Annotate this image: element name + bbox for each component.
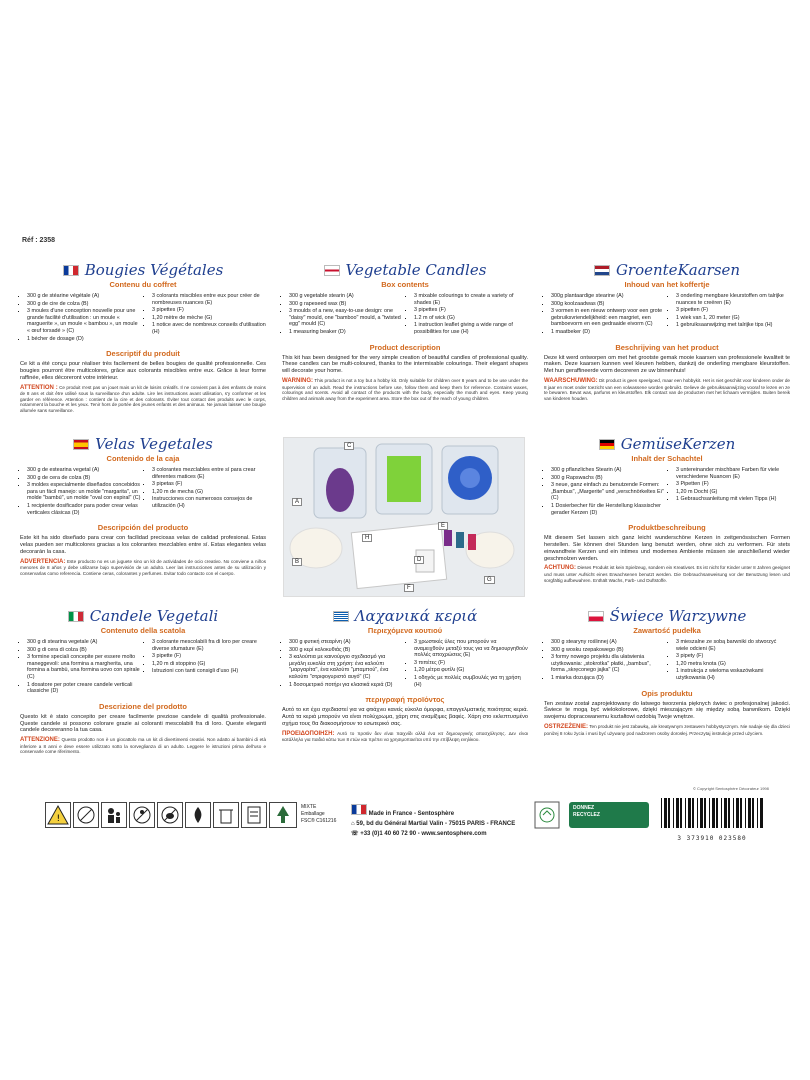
section-de — [544, 434, 790, 583]
flag-it-icon — [68, 611, 84, 622]
description-text: Deze kit werd ontworpen om met het grootste gemak mooie kaarsen van professionele kwaliteit te maken. Deze kaarsen kunnen veel kleuren hebben, dankzij de onderling mengbare kleurstoffen. Met hun geraffineerde vorm decoreren ze uw binnenhuis! — [544, 354, 790, 375]
content-item: ▪ 3 pipette (F) — [152, 653, 266, 660]
barcode-bar — [680, 798, 682, 828]
product-photo — [283, 437, 525, 597]
content-item: ▪ 300 g de cire de colza (B) — [27, 301, 141, 308]
section-title-row — [20, 434, 266, 454]
svg-text:!: ! — [56, 814, 61, 824]
content-item: ▪ 3 καλούπια με καινούργιο σχεδιασμό για μεγάλη ευκολία στη χρήση: ένα καλούπι "μαργαρίτα", ένα καλούπι "μπαμπού", ένα καλούπι "στριφογυριστό αυγό" (C) — [289, 654, 403, 680]
warning-label: ATTENTION : — [20, 384, 58, 391]
content-item: ▪ 3 pipettes (F) — [414, 307, 528, 314]
section-title: Vegetable Candles — [345, 261, 487, 279]
content-item: ▪ 1 Gebrauchsanleitung mit vielen Tipps (H) — [676, 496, 790, 503]
section-title-row — [20, 260, 266, 280]
barcode-bar — [692, 798, 694, 828]
content-item: ▪ 3 untereinander mischbare Farben für viele verschiedene Nuancen (E) — [676, 467, 790, 480]
description-text: Mit diesem Set lassen sich ganz leicht wunderschöne Kerzen in zeitgenössischen Formen herstellen. Sie können drei Stunden lang benutzt werden, ohne sich zu verformen. Für stets einwandfreie Kerzen und ein intimes und modernes Ambiente müssen sie anschließend wieder geschmolzen werden. — [544, 535, 790, 562]
warning-text — [20, 559, 266, 577]
content-item: ▪ 3 neue, ganz einfach zu benutzende Formen: „Bambus", „Margerite" und „verschnörkeltes Ei" (C) — [551, 482, 665, 502]
warning-text — [282, 378, 528, 401]
warning-label: ATTENZIONE: — [20, 737, 60, 744]
warning-text — [282, 731, 528, 743]
barcode-bar — [661, 798, 662, 828]
warning-label: ADVERTENCIA: — [20, 558, 66, 565]
content-item: ▪ 1 instrukcja z wieloma wskazówkami użytkowania (H) — [676, 668, 790, 681]
section-fr — [20, 260, 266, 414]
fsc-embal: Emballage — [301, 811, 325, 817]
contents-list-left — [544, 293, 665, 337]
description-text: This kit has been designed for the very simple creation of beautiful candles of professional quality. These candles can be multi-coloured, thanks to the intermixable colourings. Their elegant shapes will decorate your home. — [282, 354, 528, 375]
flag-nl-icon — [594, 265, 610, 276]
photo-label: F — [404, 584, 414, 592]
section-title-row — [282, 260, 528, 280]
contents-list — [20, 467, 266, 517]
barcode-bar — [760, 798, 763, 828]
section-title-row — [282, 606, 528, 626]
photo-label: G — [484, 576, 495, 584]
content-item: ▪ 3 moules d'une conception nouvelle pour une grande facilité d'utilisation : un moule « marguerite », un moule « bambou », un moule « œuf torsadé » (C) — [27, 308, 141, 334]
content-item: ▪ 1 measuring beaker (D) — [289, 329, 403, 336]
flag-de-icon — [599, 439, 615, 450]
description-heading: Descripción del producto — [97, 523, 189, 533]
warning-text — [544, 724, 790, 736]
fsc-logo-icon — [269, 802, 297, 828]
warning-text — [20, 737, 266, 755]
contents-list-left — [20, 467, 141, 517]
section-title: Λαχανικά κεριά — [354, 607, 478, 625]
content-item: ▪ 3 Pipetten (F) — [676, 481, 790, 488]
photo-label: B — [292, 558, 302, 566]
content-item: ▪ 1,20 m Docht (G) — [676, 489, 790, 496]
warning-body: Ten produkt nie jest zabawką, ale kreatywnym zestawem hobbystycznym. Nie nadaje się dla dzieci poniżej 8 roku życia i musi być używany pod nadzorem osoby dorosłej. Przeczytaj instrukcje przed użyciem. — [544, 723, 790, 736]
barcode-digits: 3 373910 023580 — [677, 835, 747, 842]
content-item: ▪ Instrucciones con numerosos consejos de utilización (H) — [152, 496, 266, 509]
section-es — [20, 434, 266, 576]
contents-list-left — [544, 467, 665, 517]
contents-list-right — [145, 639, 266, 696]
content-item: ▪ 3 moldes especialmente diseñados concebidos para un fácil manejo: un molde "margarita", un molde "bambú", un molde "oval con espiral" (C) — [27, 482, 141, 502]
content-item: ▪ 3 colorantes mezclables entre sí para crear diferentes matices (E) — [152, 467, 266, 480]
content-item: ▪ 1 δοσομετρικό ποτήρι για κλασικά κεριά (D) — [289, 682, 403, 689]
description-heading: Descrizione del prodotto — [99, 701, 187, 711]
contents-list — [282, 293, 528, 337]
content-item: ▪ 1 miarka dozująca (D) — [551, 675, 665, 682]
barcode-bar — [728, 798, 730, 828]
contents-list-left — [20, 293, 141, 343]
recycling-bin-icon — [213, 802, 239, 828]
barcode-bar — [721, 798, 722, 828]
content-item: ▪ 1 Dosierbecher für die Herstellung klassischer gerader Kerzen (D) — [551, 503, 665, 516]
contents-list-right — [145, 467, 266, 517]
warning-body: Dieses Produkt ist kein Spielzeug, sondern ein Kreativset. Es ist nicht für Kinder unter 8 Jahren geeignet und muss unter Aufsicht eines Erwachsenen benutzt werden. Die Gebrauchsanweisung vor der Benutzung lesen und sorgfältig aufbewahren. Enthält Wachs, Farb- und Duftstoffe. — [544, 565, 790, 583]
content-item: ▪ 3 χρωστικές ύλες που μπορούν να αναμειχθούν μεταξύ τους για να δημιουργηθούν πολλές αποχρώσεις (E) — [414, 639, 528, 659]
fsc-mixte: MIXTE — [301, 804, 317, 810]
barcode-bar — [673, 798, 674, 828]
description-text: Questo kit è stato concepito per creare facilmente preziose candele di qualità professionale. Queste candele si possono colorare grazie ai coloranti mescolabili fra di loro. Queste eleganti candele decoreranno la tua casa. — [20, 713, 266, 734]
content-item: ▪ 300 g de cera de colza (B) — [27, 475, 141, 482]
content-item: ▪ 3 pipety (F) — [676, 653, 790, 660]
content-item: ▪ 1,20 mètre de mèche (G) — [152, 315, 266, 322]
contents-list — [20, 293, 266, 343]
flag-pl-icon — [588, 611, 604, 622]
barcode-bar — [757, 798, 758, 828]
content-item: ▪ 3 moulds of a new, easy-to-use design: one "daisy" mould, one "bamboo" mould, a "twisted egg" mould (C) — [289, 308, 403, 328]
section-title: GemüseKerzen — [620, 435, 736, 453]
content-item: ▪ 300 g de estearina vegetal (A) — [27, 467, 141, 474]
section-title-row — [20, 606, 266, 626]
section-it — [20, 606, 266, 755]
flag-fr-icon — [63, 265, 79, 276]
section-title: Velas Vegetales — [95, 435, 213, 453]
content-item: ▪ 3 colorante mescolabili fra di loro per creare diverse sfumature (E) — [152, 639, 266, 652]
warning-body: Questo prodotto non è un giocattolo ma un kit di divertimenti creativi. Non adatto ai bambini di età inferiore a 8 anni e deve essere utilizzato sotto la sorveglianza di un adulto. Leggere le istruzioni prima dell'uso e conservarle come riferimento. — [20, 737, 267, 755]
description-heading: Opis produktu — [641, 688, 693, 698]
contents-heading: Zawartość pudełka — [633, 626, 701, 635]
contents-heading: Περιεχόμενα κουτιού — [367, 626, 443, 635]
instructions-icon — [241, 802, 267, 828]
section-title-row — [544, 260, 790, 280]
barcode-bar — [709, 798, 710, 828]
section-title-row — [544, 434, 790, 454]
content-item: ▪ 300 g vegetable stearin (A) — [289, 293, 403, 300]
description-text: Ce kit a été conçu pour réaliser très facilement de belles bougies de qualité professionnelle. Ces bougies pourront être multicolores, grâce aux colorants miscibles entre eux. Grâce à leur forme raffinée, elles décoreront votre intérieur. — [20, 361, 266, 381]
phone-icon: ☏ — [351, 831, 359, 837]
content-item: ▪ 1,20 μέτρα φυτίλι (G) — [414, 667, 528, 674]
section-nl — [544, 260, 790, 401]
contents-heading: Contenu du coffret — [109, 280, 177, 289]
footer — [45, 798, 765, 840]
content-item: ▪ 300 g stearyny roślinnej (A) — [551, 639, 665, 646]
content-item: ▪ 1 gebruiksaanwijzing met talrijke tips (H) — [676, 322, 790, 329]
section-title-row — [544, 606, 790, 626]
warning-text — [20, 385, 266, 414]
barcode-bar — [736, 798, 739, 828]
photo-label: D — [414, 556, 424, 564]
content-item: ▪ Istruzioni con tanti consigli d'uso (H) — [152, 668, 266, 675]
contents-list-left — [282, 293, 403, 337]
warning-body: This product is not a toy but a hobby kit. Only suitable for children over 8 years and to be use under the supervision of an adult. Read the instructions before use, follow them and keep them for reference. Contains waxes, colourings and scents. Avoid all contact of the products with the body, especially the mouth and eyes. Keep young children and animals away from the experiment area. Store the box out of the reach of young children. — [282, 377, 528, 401]
contents-list — [544, 467, 790, 517]
content-item: ▪ 3 mixable colourings to create a variety of shades (E) — [414, 293, 528, 306]
content-item: ▪ 1.2 m of wick (G) — [414, 315, 528, 322]
description-heading: περιγραφή προϊόντος — [365, 695, 445, 705]
content-item: ▪ 300 g de stéarine végétale (A) — [27, 293, 141, 300]
description-heading: Product description — [369, 342, 441, 352]
content-item: ▪ 300 g Rapswachs (B) — [551, 475, 665, 482]
barcode-bar — [668, 798, 670, 828]
warning-text — [544, 565, 790, 583]
flag-en-icon — [324, 265, 340, 276]
content-item: ▪ 3 formy nowego projektu dla ułatwienia użytkowania: „stokrotka" płatki, „bambus", forma „skręconego jajka" (C) — [551, 654, 665, 674]
content-item: ▪ 3 mieszalne ze sobą barwniki do stworzyć wiele odcieni (E) — [676, 639, 790, 652]
content-item: ▪ 300 g pflanzliches Stearin (A) — [551, 467, 665, 474]
contents-list-left — [20, 639, 141, 696]
section-pl — [544, 606, 790, 736]
description-text: Ten zestaw został zaprojektowany do łatwego tworzenia pięknych świec o profesjonalnej jakości. Świece te mogą być wielokolorowe, dzięki mieszającym się między sobą barwnikom. Dzięki swojemu dopracowanemu kształtowi ozdobią Twoje wnętrze. — [544, 700, 790, 721]
contents-heading: Box contents — [381, 280, 429, 289]
content-item: ▪ 3 pipettes (F) — [152, 307, 266, 314]
contents-list-left — [544, 639, 665, 683]
content-item: ▪ 300 g rapeseed wax (B) — [289, 301, 403, 308]
barcode-bar — [704, 798, 706, 828]
phone-web: +33 (0)1 40 60 72 90 - www.sentosphere.com — [360, 831, 487, 837]
content-item: ▪ 300 g φυτική στεαρίνη (A) — [289, 639, 403, 646]
fsc-label — [301, 804, 336, 825]
barcode-bar — [745, 798, 746, 828]
content-item: ▪ 1 wiek van 1, 20 meter (G) — [676, 315, 790, 322]
content-item: ▪ 1 bécher de dosage (D) — [27, 336, 141, 343]
photo-label: A — [292, 498, 302, 506]
photo-label: H — [362, 534, 372, 542]
warning-label: ACHTUNG: — [544, 565, 576, 572]
contents-list-right — [407, 293, 528, 337]
content-item: ▪ 3 vormen in een nieuw ontwerp voor een grote gebruiksvriendelijkheid: een margriet, een bamboevorm en een gedraaide eivorm (C) — [551, 308, 665, 328]
warning-body: Αυτό το προϊόν δεν είναι παιχνίδι αλλά ένα κιτ δημιουργικής απασχόλησης. Δεν είναι κατάλληλο για παιδιά κάτω των 8 ετών και πρέπει να χρησιμοποιείται υπό την επίβλεψη ενηλίκου. — [282, 730, 528, 743]
description-text: Este kit ha sido diseñado para crear con facilidad preciosas velas de calidad profesional. Estas velas pueden ser multicolores gracias a los colorantes mezclables entre sí. Estas elegantes velas decorarán la casa. — [20, 535, 266, 555]
section-title: Bougies Végétales — [84, 261, 224, 279]
street-address: 59, bd du Général Martial Valin - 75015 PARIS - FRANCE — [356, 821, 516, 827]
warning-label: OSTRZEŻENIE: — [544, 723, 589, 730]
content-item: ▪ 1 instruction leaflet giving a wide range of possibilities for use (H) — [414, 322, 528, 335]
content-item: ▪ 1 maatbeker (D) — [551, 329, 665, 336]
content-item: ▪ 300 g wosku rzepakowego (B) — [551, 647, 665, 654]
description-text: Αυτό το κιτ έχει σχεδιαστεί για να φτιάχνει κανείς εύκολα όμορφα, επαγγελματικής ποιότητας κεριά. Αυτά τα κεριά μπορούν να είναι πολύχρωμα, χάρη στις αναμίξιμες βαφές. Χάρη στο εκλεπτυσμένο σχήμα τους θα διακοσμήσουν το εσωτερικό σας. — [282, 707, 528, 727]
content-item: ▪ 3 πιπέτες (F) — [414, 660, 528, 667]
warning-label: WAARSCHUWING: — [544, 377, 598, 384]
photo-label: E — [438, 522, 448, 530]
triman-logo-icon — [533, 800, 561, 830]
section-en — [282, 260, 528, 401]
barcode-bar — [724, 798, 727, 828]
content-item: ▪ 1,20 metra knota (G) — [676, 661, 790, 668]
content-item: ▪ 1 notice avec de nombreux conseils d'utilisation (H) — [152, 322, 266, 335]
supervision-icon — [101, 802, 127, 828]
photo-label: C — [344, 442, 354, 450]
barcode-bar — [700, 798, 703, 828]
section-el — [282, 606, 528, 743]
recycle-line1: DONNEZ — [573, 805, 595, 811]
content-item: ▪ 1 οδηγός με πολλές συμβουλές για τη χρήση (H) — [414, 675, 528, 688]
content-item: ▪ 300 g di cera di colza (B) — [27, 647, 141, 654]
flag-el-icon — [333, 611, 349, 622]
content-item: ▪ 3 formine speciali concepite per essere molto maneggevoli: una formina a margherita, una formina a bambù, una formina uovo con spirale (C) — [27, 654, 141, 680]
barcode-bar — [664, 798, 667, 828]
recycle-badge — [569, 802, 649, 828]
reference-number: Réf : 2358 — [22, 237, 56, 244]
contents-list-right — [669, 639, 790, 683]
contents-list — [544, 293, 790, 337]
content-item: ▪ 300g koolzaadwas (B) — [551, 301, 665, 308]
contents-heading: Contenuto della scatola — [100, 626, 186, 635]
barcode-bar — [748, 798, 751, 828]
content-item: ▪ 1,20 m di stoppino (G) — [152, 661, 266, 668]
description-heading: Beschrijving van het product — [615, 342, 719, 352]
warning-triangle-icon — [45, 802, 71, 828]
content-item: ▪ 300 g κερί κολοκυθιάς (B) — [289, 647, 403, 654]
copyright: © Copyright Sentosphère Décorateur 1998 — [693, 786, 769, 791]
no-eating-icon — [73, 802, 99, 828]
barcode — [657, 798, 767, 842]
warning-body: Dit product is geen speelgoed, maar een hobbykit. Het is niet geschikt voor kinderen onder de 8 jaar en moet onder toezicht van een volwassene worden gebruikt. Gelieve de gebruiksaanwijzing vooraf te lezen en ze te bewaren. Bevat was, parfums en kleurstoffen. Elk contact van de producten met het lichaam vermijden. Buiten bereik van kinderen houden. — [544, 377, 790, 401]
no-children-icon — [129, 802, 155, 828]
description-heading: Descriptif du produit — [106, 349, 180, 359]
content-item: ▪ 3 pipetas (F) — [152, 481, 266, 488]
contents-list-right — [145, 293, 266, 343]
description-heading: Produktbeschreibung — [628, 523, 706, 533]
warning-body: Ce produit n'est pas un jouet mais un kit de loisirs créatifs. Il ne convient pas à des enfants de moins de 8 ans et doit être utilisé sous la surveillance d'un adulte. Lire les instructions avant utilisation, s'y conformer et les garder en référence. Attention : contient de la cire et des colorants. Éviter tout contact des produits avec le corps, notamment la bouche et les yeux. Tenir hors de portée des jeunes enfants et des animaux. Ne jamais laisser une bougie allumée sans surveillance. — [20, 384, 266, 413]
contents-heading: Inhalt der Schachtel — [631, 454, 703, 463]
section-title: Świece Warzywne — [609, 607, 747, 625]
flammable-icon — [185, 802, 211, 828]
no-pets-icon — [157, 802, 183, 828]
home-icon: ⌂ — [351, 821, 355, 827]
barcode-bar — [676, 798, 679, 828]
fsc-code: FSC® C161216 — [301, 818, 337, 824]
contents-heading: Contenido de la caja — [106, 454, 180, 463]
company-address — [351, 804, 515, 839]
contents-list-right — [669, 467, 790, 517]
made-in-france: Made in France - Sentosphère — [368, 811, 455, 817]
section-title: GroenteKaarsen — [615, 261, 741, 279]
contents-list — [544, 639, 790, 683]
content-item: ▪ 1 dosatore per poter creare candele verticali classiche (D) — [27, 682, 141, 695]
barcode-bar — [733, 798, 734, 828]
content-item: ▪ 3 pipetten (F) — [676, 307, 790, 314]
section-title: Candele Vegetali — [89, 607, 219, 625]
flag-es-icon — [73, 439, 89, 450]
contents-list — [282, 639, 528, 689]
barcode-bar — [712, 798, 715, 828]
recycle-line2: RECYCLEZ — [573, 812, 600, 818]
content-item: ▪ 3 onderling mengbare kleurstoffen om talrijke nuances te creëren (E) — [676, 293, 790, 306]
flag-france-icon — [351, 804, 367, 815]
barcode-bar — [716, 798, 718, 828]
contents-list-right — [669, 293, 790, 337]
warning-label: WARNING: — [282, 377, 313, 384]
warning-label: ΠΡΟΕΙΔΟΠΟΙΗΣΗ: — [282, 730, 335, 737]
warning-body: Este producto no es un juguete sino un kit de actividades de ocio creativo. No conviene a niños menores de 8 años y debe utilizarse bajo supervisión de un adulto. Leer las instrucciones antes de su utilización y conservarlas como referencia. Contiene ceras, colorantes y perfumes. Evitar todo contacto con el cuerpo. — [20, 558, 267, 576]
contents-list — [20, 639, 266, 696]
contents-list-right — [407, 639, 528, 689]
content-item: ▪ 3 colorants miscibles entre eux pour créer de nombreuses nuances (E) — [152, 293, 266, 306]
warning-text — [544, 378, 790, 401]
barcode-bar — [740, 798, 742, 828]
barcode-bar — [752, 798, 754, 828]
content-item: ▪ 300 g di stearina vegetale (A) — [27, 639, 141, 646]
barcode-bar — [697, 798, 698, 828]
barcode-bar — [688, 798, 691, 828]
content-item: ▪ 1 recipiente dosificador para poder crear velas verticales clásicas (D) — [27, 503, 141, 516]
barcode-bar — [685, 798, 686, 828]
content-item: ▪ 1,20 m de mecha (G) — [152, 489, 266, 496]
contents-heading: Inhoud van het koffertje — [624, 280, 710, 289]
content-item: ▪ 300g plantaardige stearine (A) — [551, 293, 665, 300]
contents-list-left — [282, 639, 403, 689]
